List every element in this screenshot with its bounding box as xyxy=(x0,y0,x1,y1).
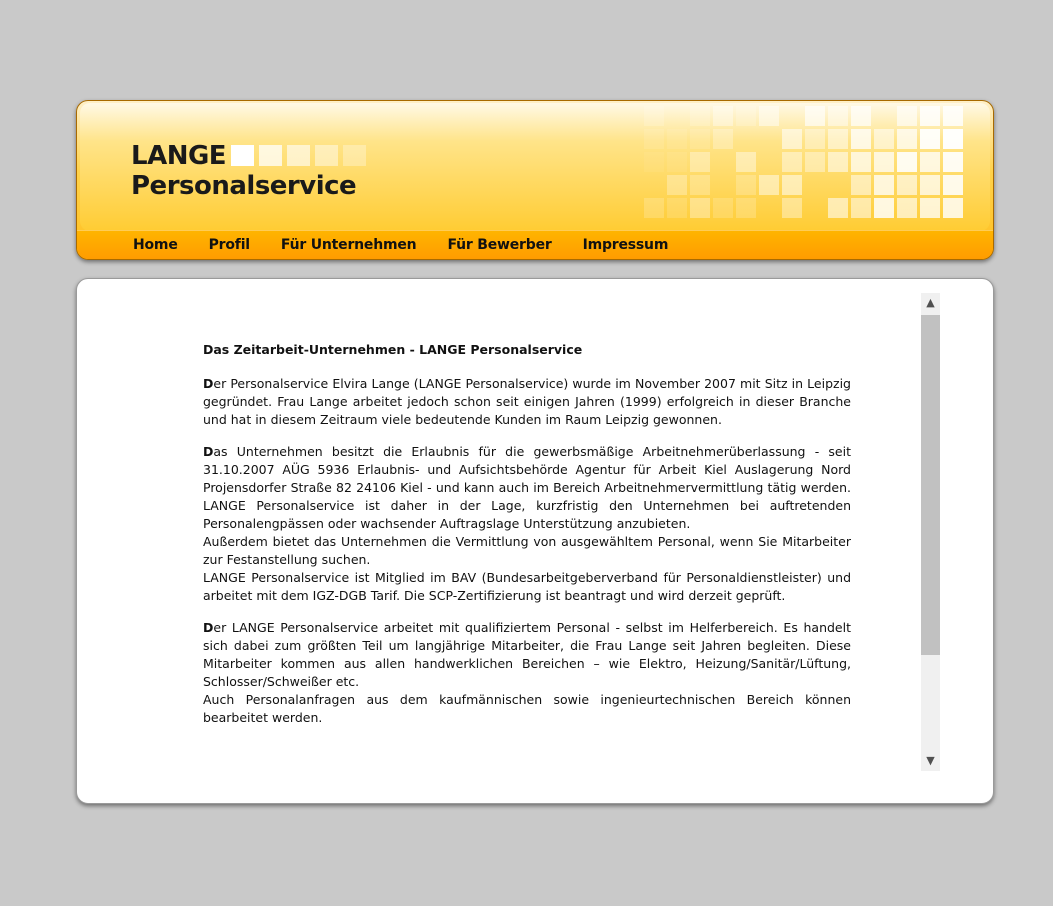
grid-square xyxy=(851,198,871,218)
grid-square xyxy=(805,175,825,195)
site-header xyxy=(76,100,994,260)
logo-squares xyxy=(231,145,366,166)
grid-square xyxy=(851,106,871,126)
paragraph-2: Das Unternehmen besitzt die Erlaubnis für die gewerbsmäßige Arbeitnehmerüberlassung - seit 31.10.2007 AÜG 5936 Erlaubnis- und Aufsichtsbehörde Agentur für Arbeit Kiel Auslagerung Nord Projensdorfer Straße 82 24106 Kiel - und kann auch im Bereich Arbeitnehmervermittlung tätig werden. LANGE Personalservice ist daher in der Lage, kurzfristig den Unternehmen bei auftretenden Personalengpässen oder wachsender Auftragslage Unterstützung anzubieten. Außerdem bietet das Unternehmen die Vermittlung von ausgewähltem Personal, wenn Sie Mitarbeiter zur Festanstellung suchen. LANGE Personalservice ist Mitglied im BAV (Bundesarbeitgeberverband für Personaldienstleister) und arbeitet mit dem IGZ-DGB Tarif. Die SCP-Zertifizierung ist beantragt und wird derzeit geprüft. xyxy=(203,444,851,603)
grid-square xyxy=(736,152,756,172)
grid-square xyxy=(805,129,825,149)
grid-square xyxy=(644,175,664,195)
grid-square xyxy=(897,129,917,149)
grid-square xyxy=(920,152,940,172)
grid-square xyxy=(851,129,871,149)
content-panel xyxy=(76,278,994,804)
grid-square xyxy=(713,152,733,172)
grid-square xyxy=(644,152,664,172)
grid-square xyxy=(828,198,848,218)
grid-square xyxy=(736,129,756,149)
grid-square xyxy=(897,198,917,218)
grid-square xyxy=(667,175,687,195)
grid-square xyxy=(828,129,848,149)
grid-square xyxy=(713,198,733,218)
grid-square xyxy=(828,152,848,172)
logo-line-2: Personalservice xyxy=(131,171,357,201)
scrollbar[interactable] xyxy=(921,293,940,771)
grid-square xyxy=(805,152,825,172)
grid-square xyxy=(943,198,963,218)
grid-square xyxy=(897,175,917,195)
grid-square xyxy=(805,106,825,126)
grid-square xyxy=(782,129,802,149)
grid-square xyxy=(644,106,664,126)
paragraph-3: Der LANGE Personalservice arbeitet mit qualifiziertem Personal - selbst im Helferbereich. Es handelt sich dabei zum größten Teil um langjährige Mitarbeiter, die Frau Lange seit Jahren begleiten. Diese Mitarbeiter kommen aus allen handwerklichen Bereichen – wie Elektro, Heizung/Sanitär/Lüftung, Schlosser/Schweißer etc. Auch Personalanfragen aus dem kaufmännischen sowie ingenieurtechnischen Bereich können bearbeitet werden. xyxy=(203,620,851,725)
grid-square xyxy=(690,198,710,218)
grid-square xyxy=(713,129,733,149)
grid-square xyxy=(851,152,871,172)
nav-home[interactable]: Home xyxy=(133,237,178,253)
grid-square xyxy=(874,106,894,126)
page-title: Das Zeitarbeit-Unternehmen - LANGE Personalservice xyxy=(203,342,583,357)
grid-square xyxy=(782,152,802,172)
grid-square xyxy=(736,198,756,218)
grid-square xyxy=(897,152,917,172)
nav-impressum[interactable]: Impressum xyxy=(582,237,669,253)
main-nav xyxy=(77,230,993,259)
paragraph-1: Der Personalservice Elvira Lange (LANGE Personalservice) wurde im November 2007 mit Sitz in Leipzig gegründet. Frau Lange arbeitet jedoch schon seit einigen Jahren (1999) erfolgreich in dieser Branche und hat in diesem Zeitraum viele bedeutende Kunden im Raum Leipzig gewonnen. xyxy=(203,376,851,427)
grid-square xyxy=(782,198,802,218)
scroll-up-icon[interactable]: ▲ xyxy=(926,296,935,309)
grid-square xyxy=(644,129,664,149)
grid-square xyxy=(667,198,687,218)
grid-square xyxy=(759,106,779,126)
grid-square xyxy=(690,152,710,172)
grid-square xyxy=(874,198,894,218)
decorative-square-grid xyxy=(644,106,963,218)
nav-fuer-unternehmen[interactable]: Für Unternehmen xyxy=(280,237,417,253)
grid-square xyxy=(943,175,963,195)
grid-square xyxy=(713,175,733,195)
grid-square xyxy=(874,129,894,149)
grid-square xyxy=(874,175,894,195)
grid-square xyxy=(943,106,963,126)
grid-square xyxy=(897,106,917,126)
grid-square xyxy=(690,175,710,195)
grid-square xyxy=(690,129,710,149)
grid-square xyxy=(920,175,940,195)
grid-square xyxy=(736,106,756,126)
grid-square xyxy=(759,129,779,149)
grid-square xyxy=(805,198,825,218)
grid-square xyxy=(667,129,687,149)
nav-fuer-bewerber[interactable]: Für Bewerber xyxy=(447,237,552,253)
grid-square xyxy=(920,129,940,149)
grid-square xyxy=(874,152,894,172)
grid-square xyxy=(713,106,733,126)
grid-square xyxy=(759,198,779,218)
grid-square xyxy=(943,129,963,149)
grid-square xyxy=(782,175,802,195)
logo-line-1: LANGE xyxy=(131,141,227,171)
grid-square xyxy=(782,106,802,126)
grid-square xyxy=(644,198,664,218)
grid-square xyxy=(667,152,687,172)
nav-profil[interactable]: Profil xyxy=(208,237,250,253)
grid-square xyxy=(828,106,848,126)
grid-square xyxy=(920,106,940,126)
grid-square xyxy=(851,175,871,195)
grid-square xyxy=(759,152,779,172)
grid-square xyxy=(920,198,940,218)
grid-square xyxy=(943,152,963,172)
grid-square xyxy=(759,175,779,195)
grid-square xyxy=(736,175,756,195)
content-text[interactable] xyxy=(203,341,851,773)
grid-square xyxy=(667,106,687,126)
grid-square xyxy=(690,106,710,126)
scroll-thumb[interactable] xyxy=(921,315,940,655)
scroll-down-icon[interactable]: ▼ xyxy=(926,754,935,767)
grid-square xyxy=(828,175,848,195)
